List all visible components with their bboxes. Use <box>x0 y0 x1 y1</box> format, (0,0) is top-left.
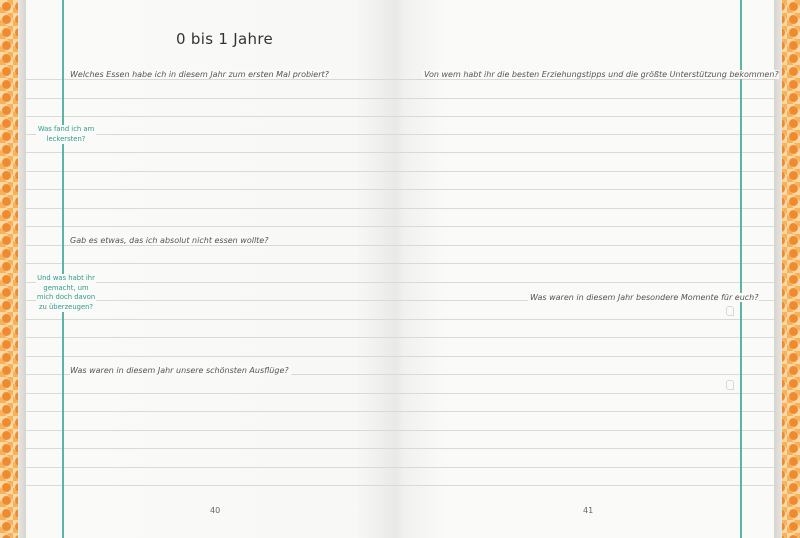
margin-line-left <box>62 0 64 538</box>
ruled-line <box>26 152 774 153</box>
ruled-line <box>26 171 774 172</box>
ruled-line <box>26 485 774 486</box>
ruled-line <box>26 467 774 468</box>
ruled-line <box>26 134 774 135</box>
question-first-food: Welches Essen habe ich in diesem Jahr zum ersten Mal probiert? <box>70 70 329 79</box>
ruled-line <box>26 263 774 264</box>
question-parenting-tips: Von wem habt ihr die besten Erziehungstipps und die größte Unterstützung bekommen? <box>424 70 779 79</box>
side-label-favorite: Was fand ich am leckersten? <box>37 125 95 143</box>
page-number-left: 40 <box>210 506 221 515</box>
page-number-right: 41 <box>583 506 594 515</box>
page-title: 0 bis 1 Jahre <box>176 30 273 48</box>
question-excursions: Was waren in diesem Jahr unsere schönsten Ausflüge? <box>70 366 289 375</box>
ruled-line <box>26 337 774 338</box>
ruled-line <box>26 245 774 246</box>
ruled-line <box>26 393 774 394</box>
ruled-line <box>26 282 774 283</box>
ruled-line <box>26 356 774 357</box>
ruled-line <box>26 189 774 190</box>
book-edge-left <box>18 0 26 538</box>
question-special-moments: Was waren in diesem Jahr besondere Momente für euch? <box>530 293 759 302</box>
book-edge-right <box>774 0 782 538</box>
ruled-line <box>26 98 774 99</box>
ruled-line <box>26 116 774 117</box>
pencil-mark-icon <box>726 380 734 390</box>
side-label-convince: Und was habt ihr gemacht, um mich doch davon zu überzeugen? <box>36 274 96 311</box>
margin-line-right <box>740 0 742 538</box>
book-spread <box>26 0 779 538</box>
ruled-line <box>26 319 774 320</box>
ruled-line <box>26 208 774 209</box>
ruled-line <box>26 411 774 412</box>
ruled-line <box>26 226 774 227</box>
question-refused-food: Gab es etwas, das ich absolut nicht essen wollte? <box>70 236 269 245</box>
ruled-line <box>26 448 774 449</box>
pencil-mark-icon <box>726 306 734 316</box>
ruled-line <box>26 79 774 80</box>
ruled-line <box>26 430 774 431</box>
